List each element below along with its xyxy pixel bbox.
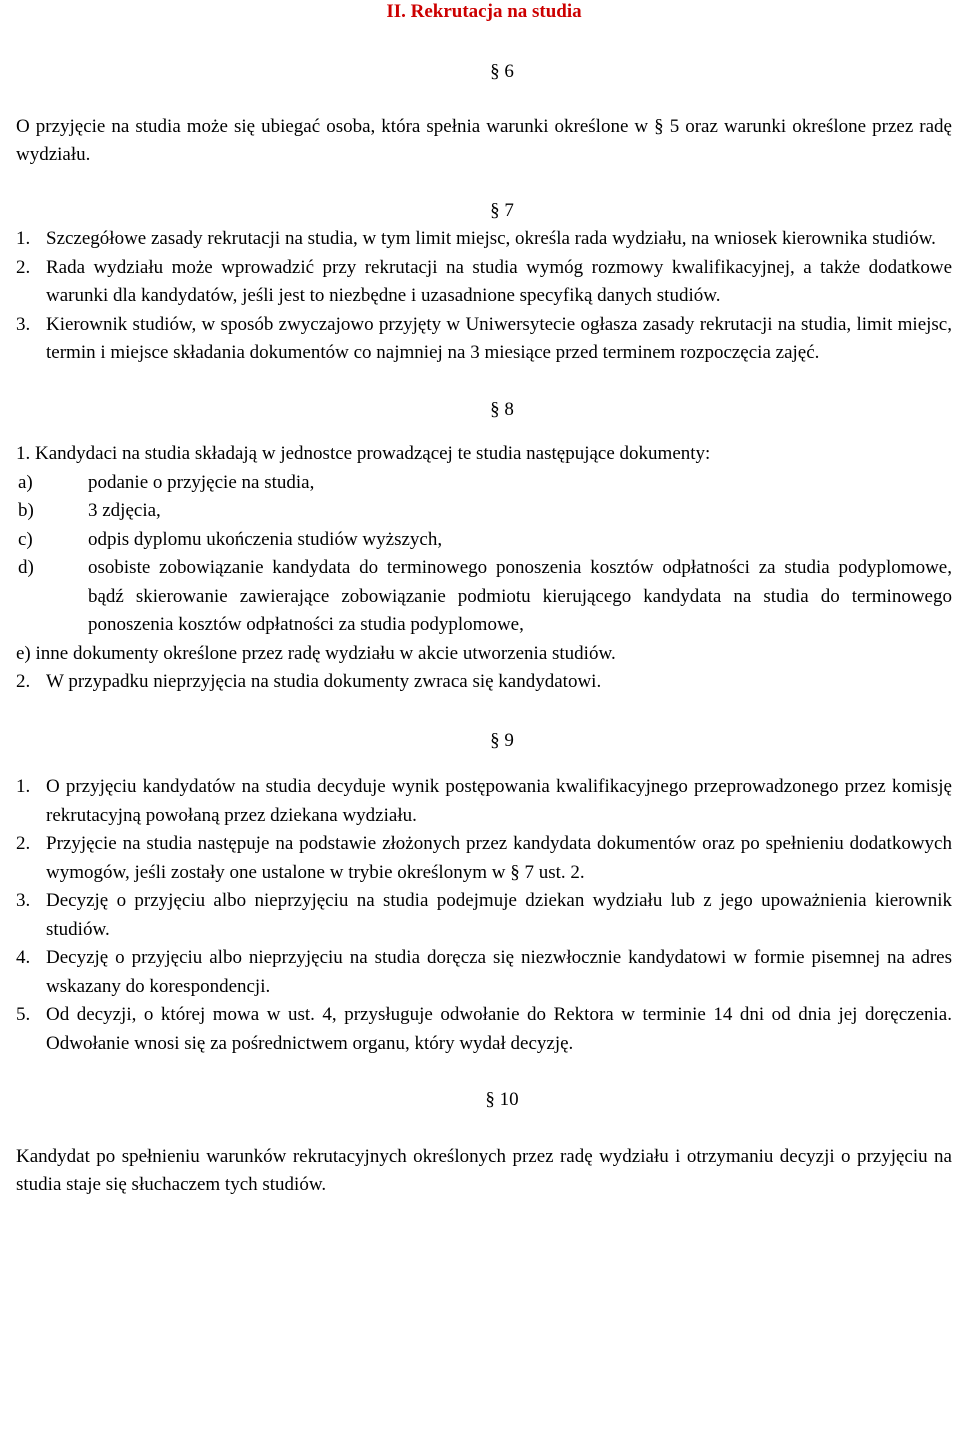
item-number: 2.	[16, 671, 31, 692]
item-text: Decyzję o przyjęciu albo nieprzyjęciu na studia podejmuje dziekan wydziału lub z jego upoważnienia kierownik studiów.	[46, 890, 952, 940]
section-mark-7: § 7	[490, 199, 514, 221]
document-list-item	[16, 497, 952, 526]
section-8-item	[16, 668, 952, 697]
document-list-item	[16, 554, 952, 640]
item-text: Od decyzji, o której mowa w ust. 4, przysługuje odwołanie do Rektora w terminie 14 dni od dnia jej doręczenia. Odwołanie wnosi się za pośrednictwem organu, który wydał decyzję.	[46, 1004, 952, 1054]
item-number: 1.	[16, 228, 31, 249]
list-letter: a)	[18, 471, 33, 493]
item-number: 3.	[16, 890, 31, 911]
section-9-item	[16, 773, 952, 830]
document-page	[16, 0, 952, 1200]
section-mark-9: § 9	[490, 729, 514, 751]
list-text: 3 zdjęcia,	[88, 500, 161, 521]
item-text: Kierownik studiów, w sposób zwyczajowo przyjęty w Uniwersytecie ogłasza zasady rekrutacji na studia, limit miejsc, termin i miejsce składania dokumentów co najmniej na 3 miesiące przed terminem rozpoczęcia zajęć.	[46, 313, 952, 363]
list-letter: b)	[18, 500, 34, 521]
item-text: Rada wydziału może wprowadzić przy rekrutacji na studia wymóg rozmowy kwalifikacyjnej, a także dodatkowe warunki dla kandydatów, jeśli jest to niezbędne i uzasadnione specyfiką danych studiów.	[46, 256, 952, 306]
item-number: 2.	[16, 256, 31, 278]
section-9-item	[16, 830, 952, 887]
item-text: O przyjęciu kandydatów na studia decyduje wynik postępowania kwalifikacyjnego przeprowadzonego przez komisję rekrutacyjną powołaną przez dziekana wydziału.	[46, 776, 952, 826]
item-text: Przyjęcie na studia następuje na podstawie złożonych przez kandydata dokumentów oraz po spełnieniu dodatkowych wymogów, jeśli zostały one ustalone w trybie określonym w § 7 ust. 2.	[46, 833, 952, 883]
document-list-item	[16, 469, 952, 498]
item-number: 1.	[16, 776, 31, 797]
list-text: podanie o przyjęcie na studia,	[88, 471, 315, 493]
chapter-heading: II. Rekrutacja na studia	[386, 1, 582, 22]
list-letter: d)	[18, 557, 34, 578]
section-9-item	[16, 944, 952, 1001]
section-8-item-e: e) inne dokumenty określone przez radę wydziału w akcie utworzenia studiów.	[16, 642, 616, 664]
section-7-item	[16, 225, 952, 254]
item-number: 3.	[16, 313, 31, 335]
section-mark-6: § 6	[490, 61, 514, 82]
document-list-item	[16, 526, 952, 555]
list-text: odpis dyplomu ukończenia studiów wyższych,	[88, 528, 443, 550]
section-6-text: O przyjęcie na studia może się ubiegać osoba, która spełnia warunki określone w § 5 oraz warunki określone przez radę wydziału.	[16, 115, 952, 165]
item-text: Szczegółowe zasady rekrutacji na studia, w tym limit miejsc, określa rada wydziału, na wniosek kierownika studiów.	[46, 228, 936, 249]
item-number: 4.	[16, 947, 31, 968]
item-text: W przypadku nieprzyjęcia na studia dokumenty zwraca się kandydatowi.	[46, 671, 602, 692]
section-mark-10: § 10	[485, 1089, 519, 1110]
section-9-item	[16, 887, 952, 944]
item-number: 2.	[16, 833, 31, 854]
section-7-item	[16, 254, 952, 311]
section-10-text: Kandydat po spełnieniu warunków rekrutacyjnych określonych przez radę wydziału i otrzymaniu decyzji o przyjęciu na studia staje się słuchaczem tych studiów.	[16, 1145, 952, 1195]
section-9-item	[16, 1001, 952, 1058]
list-text: osobiste zobowiązanie kandydata do terminowego ponoszenia kosztów odpłatności za studia podyplomowe, bądź skierowanie zawierające zobowiązanie podmiotu kierującego kandydata na studia do terminowego ponoszenia kosztów odpłatności za studia podyplomowe,	[88, 557, 952, 635]
section-mark-8: § 8	[490, 398, 514, 420]
item-text: Decyzję o przyjęciu albo nieprzyjęciu na studia doręcza się niezwłocznie kandydatowi w formie pisemnej na adres wskazany do korespondencji.	[46, 947, 952, 997]
list-letter: c)	[18, 528, 33, 550]
item-number: 5.	[16, 1004, 31, 1025]
section-8-intro: 1. Kandydaci na studia składają w jednostce prowadzącej te studia następujące dokumenty:	[16, 443, 711, 464]
section-7-item	[16, 311, 952, 368]
